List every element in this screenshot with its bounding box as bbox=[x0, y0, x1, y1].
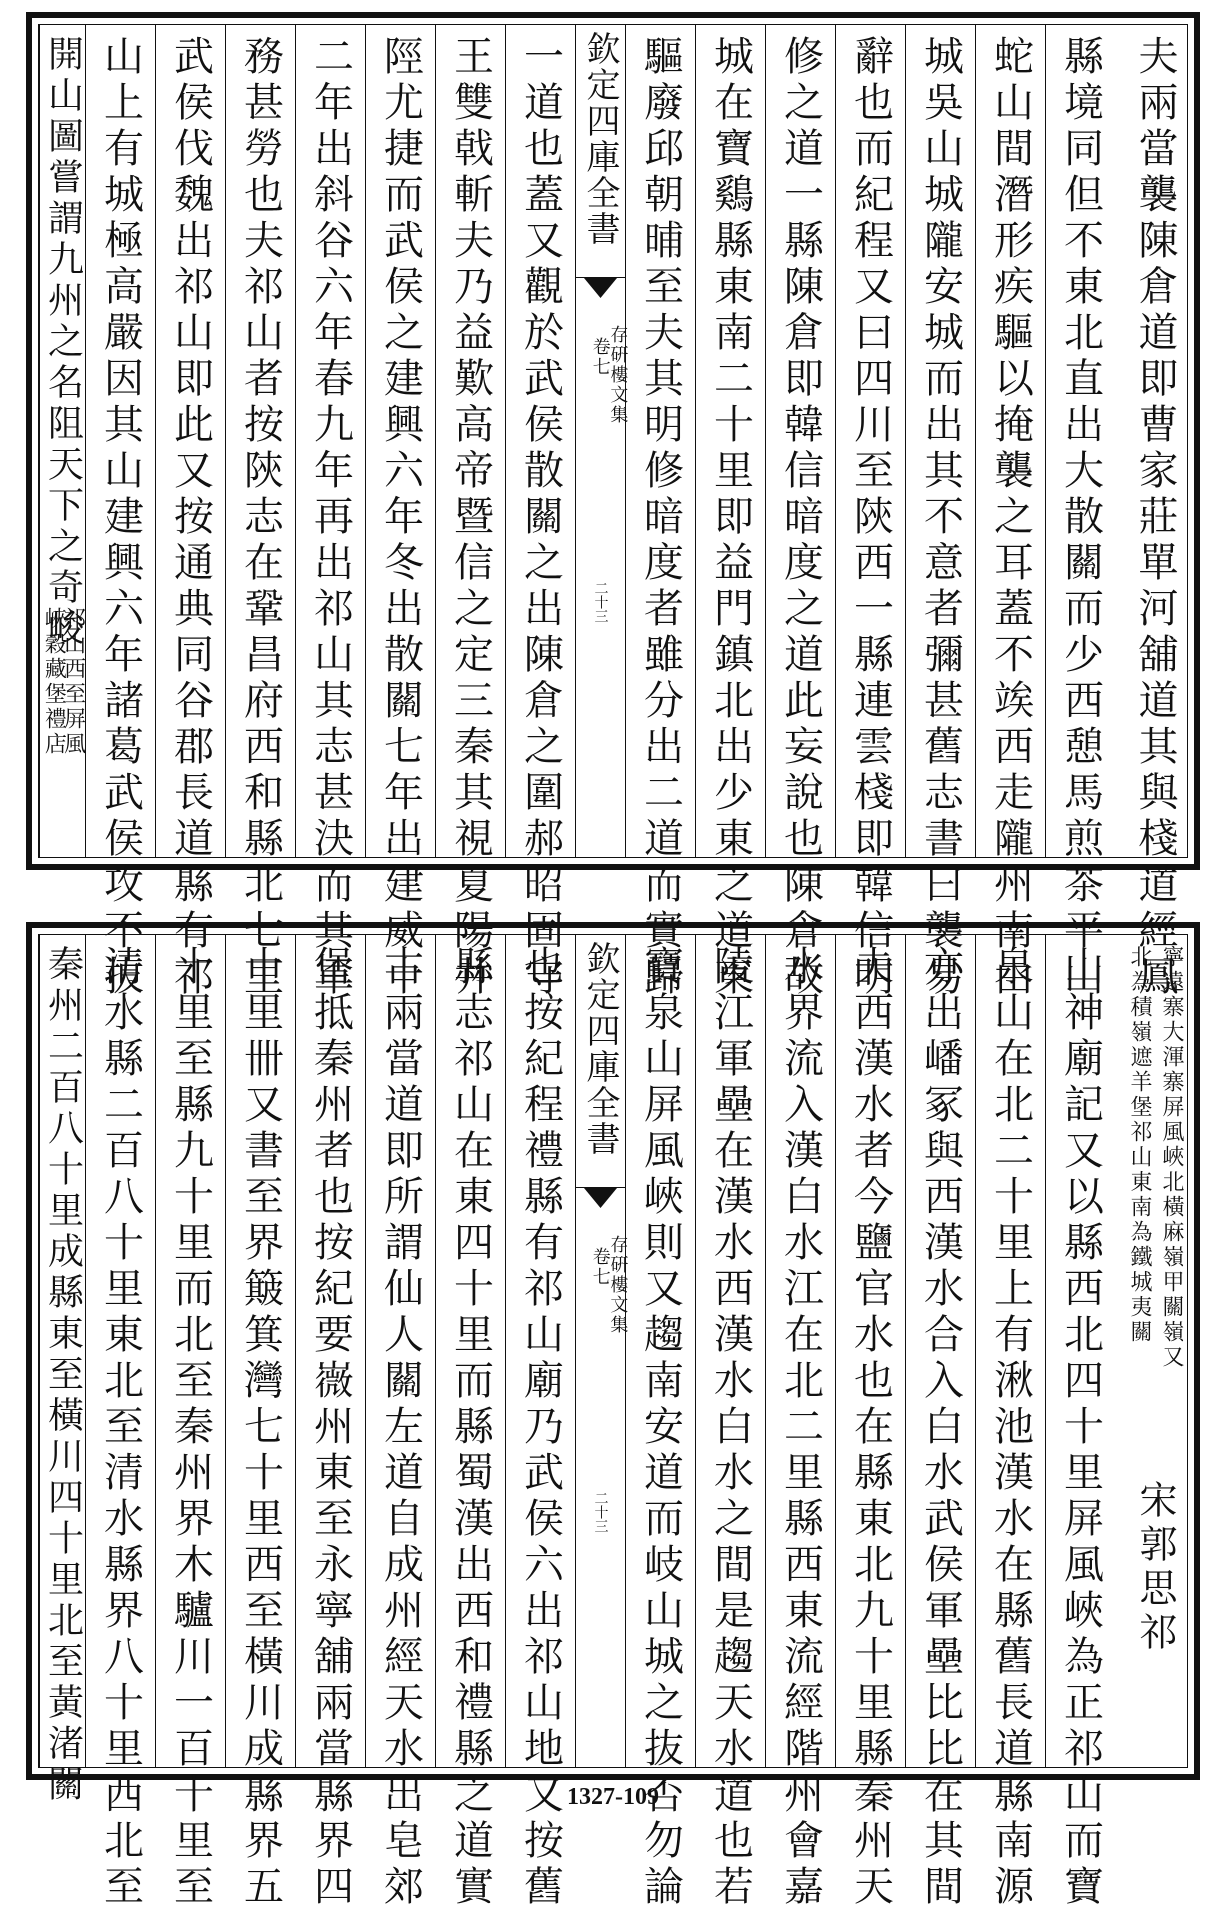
text-column bbox=[1115, 25, 1195, 1001]
annotation-block bbox=[41, 607, 85, 847]
text-column bbox=[225, 25, 295, 1001]
column-text: 武侯伐魏出祁山即此又按通典同谷郡長道縣有祁 bbox=[167, 35, 214, 1001]
column-text: 驅廢邱朝晡至夫其明修暗度者雖分出二道而實歸 bbox=[637, 35, 684, 1001]
text-column bbox=[835, 935, 905, 1911]
text-column bbox=[625, 25, 695, 1001]
column-text: 山上有城極高嚴因其山建興六年諸葛武侯攻不抜 bbox=[97, 35, 144, 1001]
column-text: 山神廟記又以縣西北四十里屏風峽為正祁山而寶 bbox=[1057, 945, 1104, 1911]
text-column bbox=[835, 25, 905, 1001]
text-column bbox=[365, 935, 435, 1911]
fish-tail-mark bbox=[576, 277, 625, 316]
text-column bbox=[155, 935, 225, 1911]
folio-number: 二十三 bbox=[592, 1491, 609, 1533]
column-text: 也按紀程禮縣有祁山廟乃武侯六出祁山地又按舊 bbox=[517, 945, 564, 1911]
text-column bbox=[975, 935, 1045, 1911]
column-text: 夫兩當襲陳倉道即曹家莊單河舖道其與棧道經鳳 bbox=[1132, 35, 1178, 1001]
center-fold-column bbox=[575, 935, 629, 1767]
column-text: 十里至縣九十里而北至秦州界木驢川一百十里至 bbox=[167, 945, 214, 1911]
annotation-column bbox=[1115, 935, 1195, 1767]
column-text: 堡抵秦州者也按紀要嶶州東至永寧舖兩當縣界四 bbox=[307, 945, 354, 1911]
column-text: 一道也蓋又觀於武侯散關之出陳倉之圍郝昭固守 bbox=[517, 35, 564, 1001]
column-text: 城在寶鷄縣東南二十里即益門鎮北出少東之道東 bbox=[707, 35, 754, 1001]
folio-number: 二十三 bbox=[592, 581, 609, 623]
volume-label: 卷七 bbox=[589, 337, 611, 377]
text-column bbox=[295, 25, 365, 1001]
annotation-text: 寧遠寨大渾寨屏風峽北橫麻嶺甲關嶺又 bbox=[1159, 945, 1184, 1370]
annotation-text: 北為積嶺遮羊堡祁山東南為鐵城夷關 bbox=[1127, 945, 1152, 1345]
text-column bbox=[225, 935, 295, 1911]
column-text: 十里卌又書至界簸箕灣七十里西至橫川成縣界五 bbox=[237, 945, 284, 1911]
book-title: 欽定四庫全書 bbox=[580, 31, 620, 247]
text-column bbox=[625, 935, 695, 1911]
column-text: 二年出斜谷六年春九年再出祁山其志甚決而其軍 bbox=[307, 35, 354, 1001]
text-column bbox=[39, 935, 85, 1806]
text-column bbox=[1045, 935, 1115, 1911]
top-page-frame bbox=[38, 24, 1188, 1001]
collection-title: 存硏樓文集 bbox=[607, 1235, 629, 1335]
column-text: 蛇山間潛形疾驅以掩襲之耳蓋不竢西走隴州南由 bbox=[987, 35, 1034, 1001]
column-text: 開山圖嘗謂九州之名阻天下之奇峻 bbox=[42, 35, 84, 650]
text-column bbox=[85, 935, 155, 1911]
column-text: 陘尤捷而武侯之建興六年冬出散關七年出建威十 bbox=[377, 35, 424, 1001]
text-column bbox=[695, 25, 765, 1001]
text-column bbox=[435, 935, 505, 1911]
page-code: 1327-109 bbox=[567, 1784, 659, 1810]
text-column bbox=[295, 935, 365, 1911]
column-text: 務甚勞也夫祁山者按陝志在鞏昌府西和縣北七里 bbox=[237, 35, 284, 1001]
text-column bbox=[85, 25, 155, 1001]
fish-tail-mark bbox=[576, 1187, 625, 1226]
column-text: 辭也而紀程又曰四川至陝西一縣連雲棧即韓信明 bbox=[847, 35, 894, 1001]
column-text: 秦州二百八十里成縣東至橫川四十里北至黃渚關 bbox=[42, 945, 84, 1806]
text-column bbox=[365, 25, 435, 1001]
text-column bbox=[505, 25, 575, 1001]
text-column bbox=[905, 935, 975, 1911]
top-page bbox=[26, 12, 1200, 1001]
text-column bbox=[765, 935, 835, 1911]
column-text: 宋郭思祁 bbox=[1133, 1480, 1177, 1656]
column-text: 清水縣二百八十里東北至清水縣界八十里西北至 bbox=[97, 945, 144, 1911]
column-text: 泉山在北二十里上有湫池漢水在縣舊長道縣南源 bbox=[987, 945, 1034, 1911]
annotation-text: 峽穀藏堡禮店 bbox=[41, 607, 67, 757]
text-column bbox=[505, 935, 575, 1911]
book-title: 欽定四庫全書 bbox=[580, 941, 620, 1157]
text-column bbox=[1045, 25, 1115, 1001]
column-text: 城吳山城隴安城而出其不意者彌甚舊志書曰襲易 bbox=[917, 35, 964, 1001]
column-text: 亦出嶓冢與西漢水合入白水武侯軍壘比比在其間 bbox=[917, 945, 964, 1911]
text-column bbox=[765, 25, 835, 1001]
column-text: 寶泉山屏風峽則又趨南安道而岐山城之抜否勿論 bbox=[637, 945, 684, 1911]
center-fold-column bbox=[575, 25, 629, 857]
text-column bbox=[905, 25, 975, 1001]
volume-label: 卷七 bbox=[589, 1247, 611, 1287]
collection-title: 存硏樓文集 bbox=[607, 325, 629, 425]
column-text: 縣志祁山在東四十里而縣蜀漢出西和禮縣之道實 bbox=[447, 945, 494, 1911]
column-text: 修之道一縣陳倉即韓信暗度之道此妄說也陳倉故 bbox=[777, 35, 824, 1001]
text-column bbox=[435, 25, 505, 1001]
column-text: 古兩當道即所謂仙人關左道自成州經天水出皂郊 bbox=[377, 945, 424, 1911]
column-text: 王雙戟斬夫乃益歎高帝暨信之定三秦其視夏陽井 bbox=[447, 35, 494, 1001]
column-text: 陵江軍壘在漢水西漢水白水之間是趨天水道也若 bbox=[707, 945, 754, 1911]
annotation-text: 祁山西至屏風 bbox=[60, 607, 86, 757]
column-text: 縣境同但不東北直出大散關而少西憩馬煎茶平山 bbox=[1057, 35, 1104, 1001]
text-column bbox=[155, 25, 225, 1001]
text-column bbox=[695, 935, 765, 1911]
column-text: 水界流入漢白水江在北二里縣西東流經階州會嘉 bbox=[777, 945, 824, 1911]
text-column bbox=[975, 25, 1045, 1001]
column-text: 夫西漢水者今鹽官水也在縣東北九十里縣秦州天 bbox=[847, 945, 894, 1911]
